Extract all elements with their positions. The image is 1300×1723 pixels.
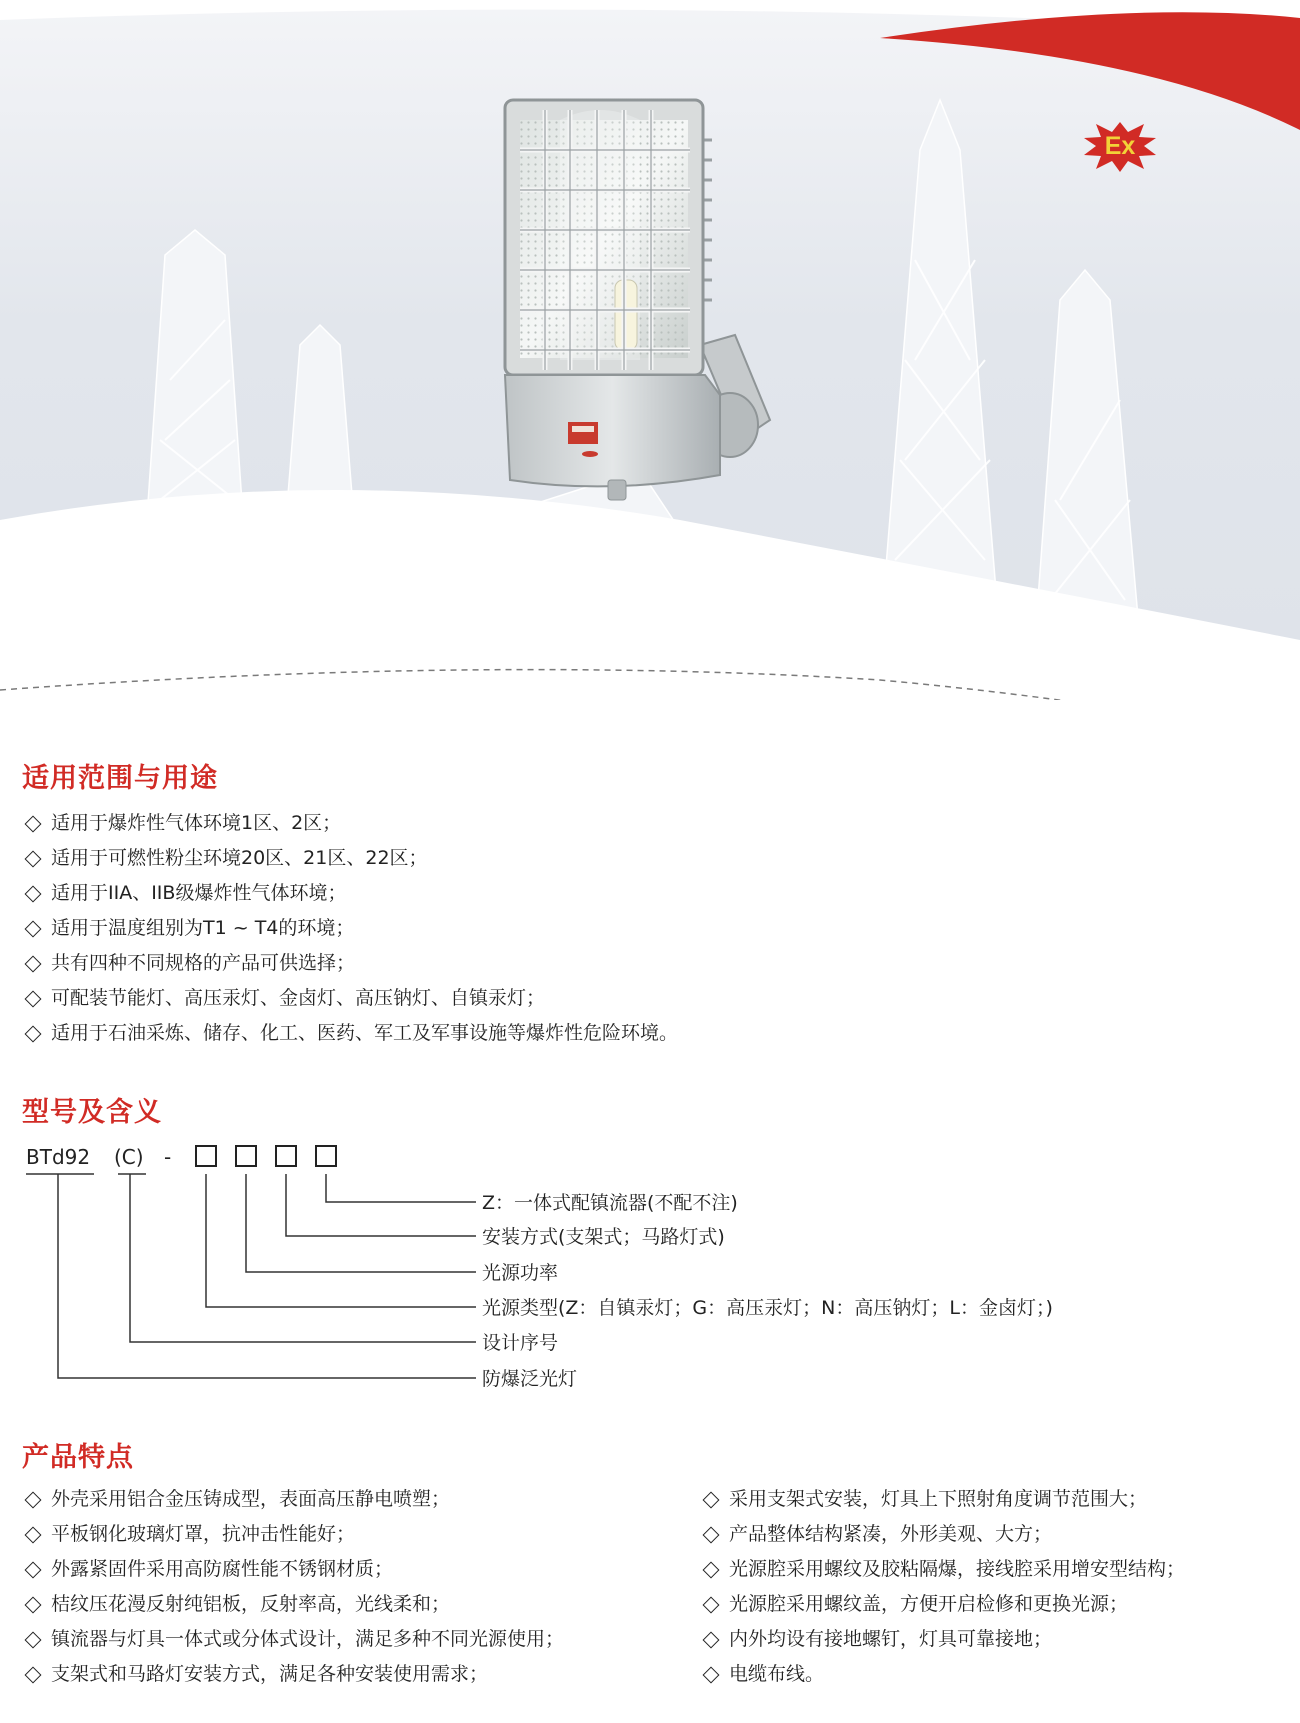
model-code-dash: - [164, 1145, 172, 1169]
list-item-text: 平板钢化玻璃灯罩，抗冲击性能好； [51, 1523, 356, 1545]
meaning-ballast: Z：一体式配镇流器(不配不注) [482, 1192, 738, 1214]
list-item-text: 产品整体结构紧凑，外形美观、大方； [729, 1523, 1053, 1545]
list-item [22, 806, 678, 841]
list-item-text: 可配装节能灯、高压汞灯、金卤灯、高压钠灯、自镇汞灯； [51, 987, 546, 1009]
list-item [22, 1552, 564, 1587]
list-item-text: 电缆布线。 [729, 1663, 825, 1685]
list-item-text: 镇流器与灯具一体式或分体式设计，满足多种不同光源使用； [51, 1628, 565, 1650]
list-item-text: 支架式和马路灯安装方式，满足各种安装使用需求； [51, 1663, 489, 1685]
diamond-bullet-icon [703, 1666, 720, 1683]
diamond-bullet-icon [25, 815, 42, 832]
list-item [700, 1552, 1185, 1587]
diamond-bullet-icon [703, 1561, 720, 1578]
list-item [700, 1482, 1185, 1517]
code-box-source-type [196, 1146, 216, 1166]
features-section-title: 产品特点 [22, 1442, 134, 1473]
diamond-bullet-icon [25, 1631, 42, 1648]
list-item-text: 光源腔采用螺纹及胶粘隔爆，接线腔采用增安型结构； [729, 1558, 1186, 1580]
model-leader-lines [26, 1174, 476, 1378]
diamond-bullet-icon [703, 1526, 720, 1543]
diamond-bullet-icon [25, 1491, 42, 1508]
model-meanings [482, 1192, 1053, 1390]
features-list-right [700, 1482, 1185, 1692]
list-item [700, 1622, 1185, 1657]
hero-banner [0, 0, 1300, 700]
list-item [22, 1587, 564, 1622]
diamond-bullet-icon [25, 1561, 42, 1578]
meaning-mounting: 安装方式(支架式；马路灯式) [482, 1226, 725, 1248]
list-item [700, 1517, 1185, 1552]
list-item-text: 适用于可燃性粉尘环境20区、21区、22区； [51, 847, 428, 869]
list-item [22, 1482, 564, 1517]
list-item-text: 光源腔采用螺纹盖，方便开启检修和更换光源； [729, 1593, 1129, 1615]
list-item-text: 桔纹压花漫反射纯铝板，反射率高，光线柔和； [51, 1593, 451, 1615]
meaning-source-type: 光源类型(Z：自镇汞灯；G：高压汞灯；N：高压钠灯；L：金卤灯；) [482, 1297, 1053, 1319]
ex-badge-text: Ex [1104, 132, 1136, 160]
model-section-title: 型号及含义 [22, 1097, 162, 1128]
diamond-bullet-icon [703, 1491, 720, 1508]
diamond-bullet-icon [25, 920, 42, 937]
code-box-mounting [276, 1146, 296, 1166]
diamond-bullet-icon [25, 990, 42, 1007]
diamond-bullet-icon [25, 850, 42, 867]
list-item-text: 适用于石油采炼、储存、化工、医药、军工及军事设施等爆炸性危险环境。 [51, 1022, 679, 1044]
list-item [700, 1657, 1185, 1692]
list-item-text: 适用于温度组别为T1 ~ T4的环境； [51, 917, 355, 939]
code-box-ballast [316, 1146, 336, 1166]
model-code-prefix: BTd92 [26, 1145, 91, 1169]
list-item [700, 1587, 1185, 1622]
list-item-text: 外露紧固件采用高防腐性能不锈钢材质； [51, 1558, 394, 1580]
model-code [26, 1145, 336, 1169]
list-item [22, 946, 678, 981]
list-item-text: 共有四种不同规格的产品可供选择； [51, 952, 356, 974]
list-item [22, 1016, 678, 1051]
scope-section-title: 适用范围与用途 [22, 763, 218, 794]
meaning-power: 光源功率 [482, 1262, 559, 1284]
list-item-text: 采用支架式安装，灯具上下照射角度调节范围大； [729, 1488, 1148, 1510]
diamond-bullet-icon [703, 1596, 720, 1613]
scope-list [22, 806, 678, 1051]
list-item [22, 1657, 564, 1692]
list-item-text: 适用于爆炸性气体环境1区、2区； [51, 812, 342, 834]
diamond-bullet-icon [25, 885, 42, 902]
list-item [22, 1517, 564, 1552]
meaning-product-name: 防爆泛光灯 [482, 1368, 578, 1390]
list-item [22, 876, 678, 911]
features-list-left [22, 1482, 564, 1692]
list-item [22, 911, 678, 946]
list-item-text: 适用于IIA、IIB级爆炸性气体环境； [51, 882, 347, 904]
model-code-diagram [0, 1130, 1300, 1400]
diamond-bullet-icon [703, 1631, 720, 1648]
list-item-text: 内外均设有接地螺钉，灯具可靠接地； [729, 1628, 1053, 1650]
diamond-bullet-icon [25, 1666, 42, 1683]
diamond-bullet-icon [25, 955, 42, 972]
meaning-design-serial: 设计序号 [482, 1332, 559, 1354]
diamond-bullet-icon [25, 1025, 42, 1042]
list-item [22, 1622, 564, 1657]
list-item [22, 981, 678, 1016]
diamond-bullet-icon [25, 1526, 42, 1543]
list-item-text: 外壳采用铝合金压铸成型，表面高压静电喷塑； [51, 1488, 451, 1510]
diamond-bullet-icon [25, 1596, 42, 1613]
list-item [22, 841, 678, 876]
code-box-power [236, 1146, 256, 1166]
model-code-design: (C) [114, 1145, 144, 1169]
